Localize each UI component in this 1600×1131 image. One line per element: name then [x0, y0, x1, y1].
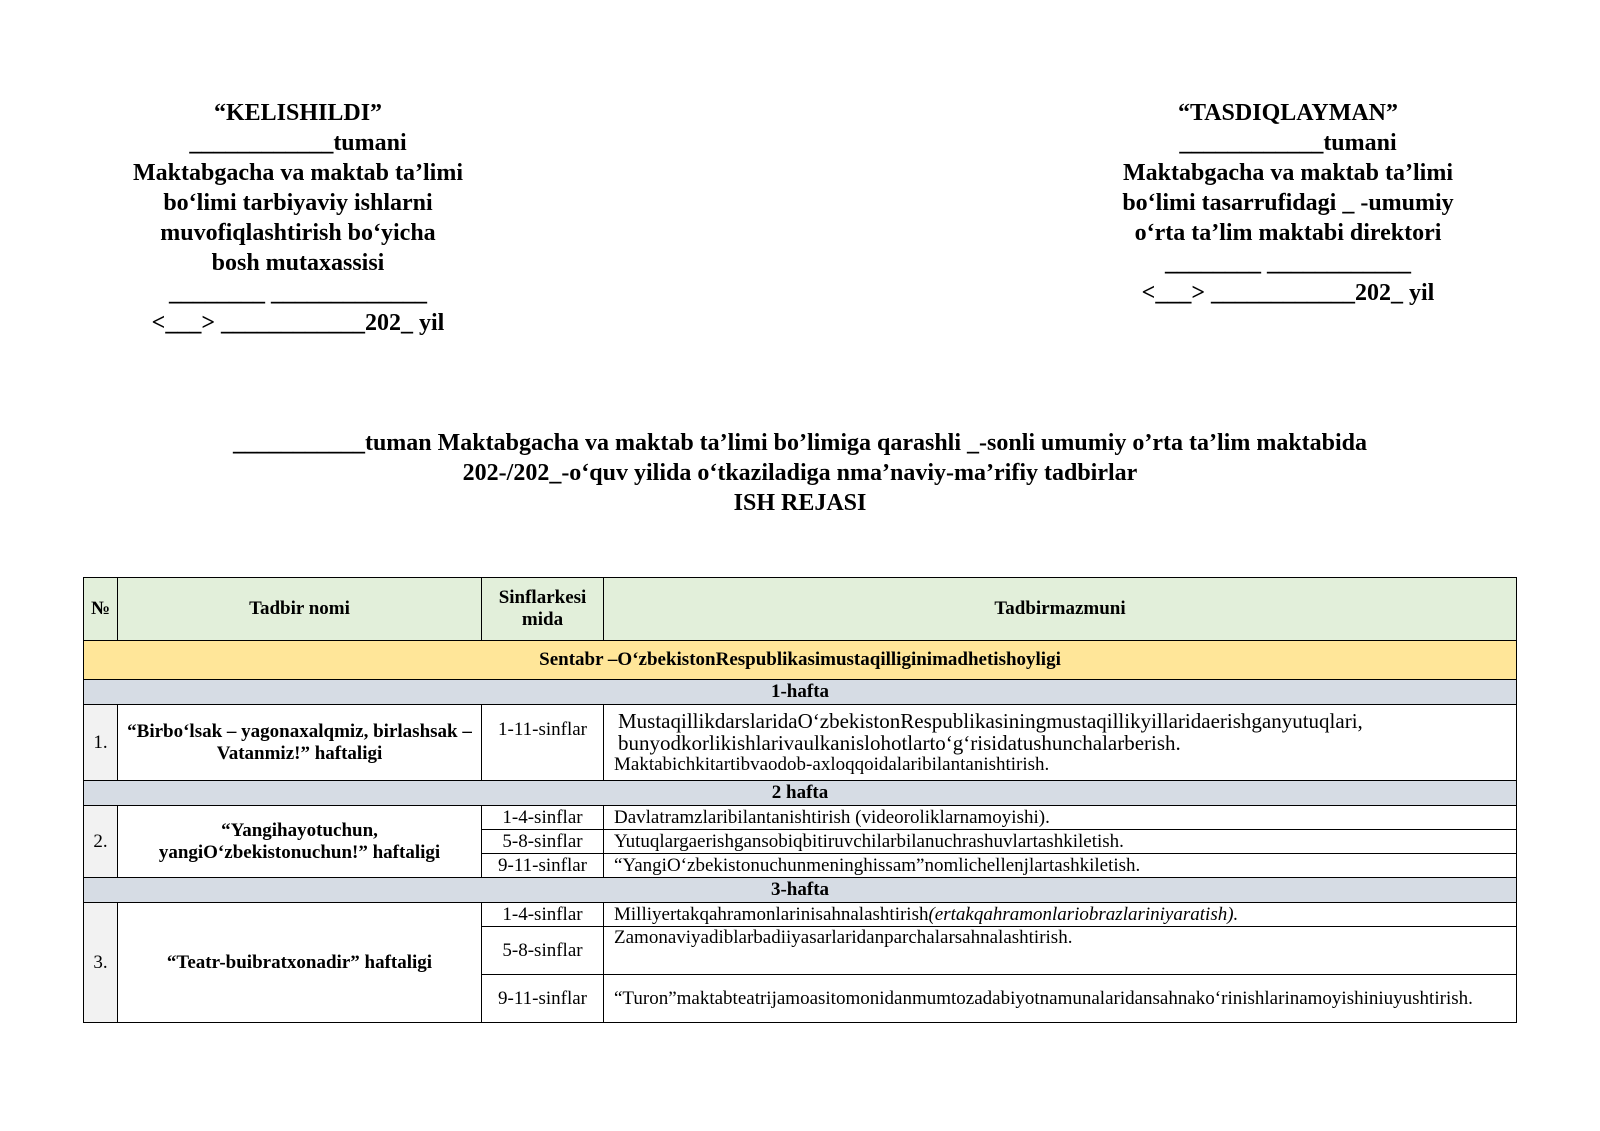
event-content-line: MustaqillikdarslaridaO‘zbekistonRespublikasiningmustaqillikyillaridaerishganyutuqlari,: [618, 708, 1363, 733]
header-number: №: [84, 578, 118, 641]
grade-range: 9-11-sinflar: [482, 975, 604, 1023]
approve-district-line: ____________tumani: [1179, 130, 1397, 156]
document-title: [100, 428, 1500, 518]
table-row: [84, 705, 1517, 781]
approve-director-line: o‘rta ta’lim maktabi direktori: [1134, 220, 1442, 246]
event-content-line: Maktabichkitartibvaodob-axloqqoidalaribilantanishtirish.: [614, 753, 1050, 775]
week-row: [84, 781, 1517, 806]
event-content: Davlatramzlaribilantanishtirish (videoroliklarnamoyishi).: [604, 806, 1517, 830]
approve-date-line: <___> ____________202_ yil: [1141, 280, 1435, 306]
table-row: [84, 806, 1517, 830]
row-number: 1.: [84, 705, 118, 781]
grade-range: 9-11-sinflar: [482, 854, 604, 878]
header-event-content: Tadbirmazmuni: [604, 578, 1517, 641]
approve-signature-block: [1078, 98, 1498, 308]
event-content: “YangiO‘zbekistonuchunmeninghissam”nomlichellenjlartashkiletish.: [604, 854, 1517, 878]
approve-heading: “TASDIQLAYMAN”: [1177, 100, 1399, 126]
agreed-position-line: muvofiqlashtirish bo‘yicha: [160, 220, 436, 246]
event-name: “Birbo‘lsak – yagonaxalqmiz, birlashsak – Vatanmiz!” haftaligi: [118, 705, 482, 781]
title-line-3: ISH REJASI: [733, 490, 867, 516]
grade-range: 1-11-sinflar: [482, 705, 604, 781]
agreed-department-line-2: bo‘limi tarbiyaviy ishlarni: [163, 190, 433, 216]
title-line-2: 202-/202_-o‘quv yilida o‘tkaziladiga nma’naviy-ma’rifiy tadbirlar: [462, 460, 1138, 486]
month-row: [84, 641, 1517, 680]
event-content: [604, 705, 1517, 781]
month-title: Sentabr –O‘zbekistonRespublikasimustaqilliginimadhetishoyligi: [84, 641, 1517, 680]
table-header-row: [84, 578, 1517, 641]
event-name: “Teatr-buibratxonadir” haftaligi: [118, 903, 482, 1023]
grade-range: 5-8-sinflar: [482, 830, 604, 854]
header-grades: Sinflarkesi mida: [482, 578, 604, 641]
event-content: Zamonaviyadiblarbadiiyasarlaridanparchalarsahnalashtirish.: [604, 927, 1517, 975]
agreed-signature-block: [98, 98, 498, 338]
approve-signature-line: ________ ____________: [1165, 250, 1411, 276]
agreed-heading: “KELISHILDI”: [213, 100, 383, 126]
agreed-department-line: Maktabgacha va maktab ta’limi: [133, 160, 463, 186]
event-content: “Turon”maktabteatrijamoasitomonidanmumtozadabiyotnamunalaridansahnako‘rinishlarinamoyishiniuyushtirish.: [604, 975, 1517, 1023]
week-label: 3-hafta: [84, 878, 1517, 903]
table-row: [84, 903, 1517, 927]
approve-school-line: bo‘limi tasarrufidagi _ -umumiy: [1122, 190, 1454, 216]
agreed-date-line: <___> ____________202_ yil: [151, 310, 445, 336]
agreed-signature-line: ________ _____________: [169, 280, 427, 306]
week-label: 2 hafta: [84, 781, 1517, 806]
agreed-district-line: ____________tumani: [189, 130, 407, 156]
row-number: 3.: [84, 903, 118, 1023]
event-content: [604, 903, 1517, 927]
event-content: Yutuqlargaerishgansobiqbitiruvchilarbilanuchrashuvlartashkiletish.: [604, 830, 1517, 854]
grade-range: 1-4-sinflar: [482, 806, 604, 830]
event-name: “Yangihayotuchun, yangiO‘zbekistonuchun!” haftaligi: [118, 806, 482, 878]
grade-range: 5-8-sinflar: [482, 927, 604, 975]
week-label: 1-hafta: [84, 680, 1517, 705]
week-row: [84, 878, 1517, 903]
agreed-position-line-2: bosh mutaxassisi: [211, 250, 385, 276]
event-content-line: bunyodkorlikishlarivaulkanislohotlarto‘g‘risidatushunchalarberish.: [618, 730, 1181, 755]
work-plan-table: [83, 577, 1517, 1023]
grade-range: 1-4-sinflar: [482, 903, 604, 927]
title-line-1: ___________tuman Maktabgacha va maktab ta’limi bo’limiga qarashli _-sonli umumiy o’rta ta’lim maktabida: [232, 430, 1368, 456]
approve-department-line: Maktabgacha va maktab ta’limi: [1123, 160, 1453, 186]
event-content-italic: (ertakqahramonlariobrazlariniyaratish).: [928, 903, 1239, 925]
event-content-text: Milliyertakqahramonlarinisahnalashtirish: [614, 903, 929, 925]
row-number: 2.: [84, 806, 118, 878]
week-row: [84, 680, 1517, 705]
header-event-name: Tadbir nomi: [118, 578, 482, 641]
